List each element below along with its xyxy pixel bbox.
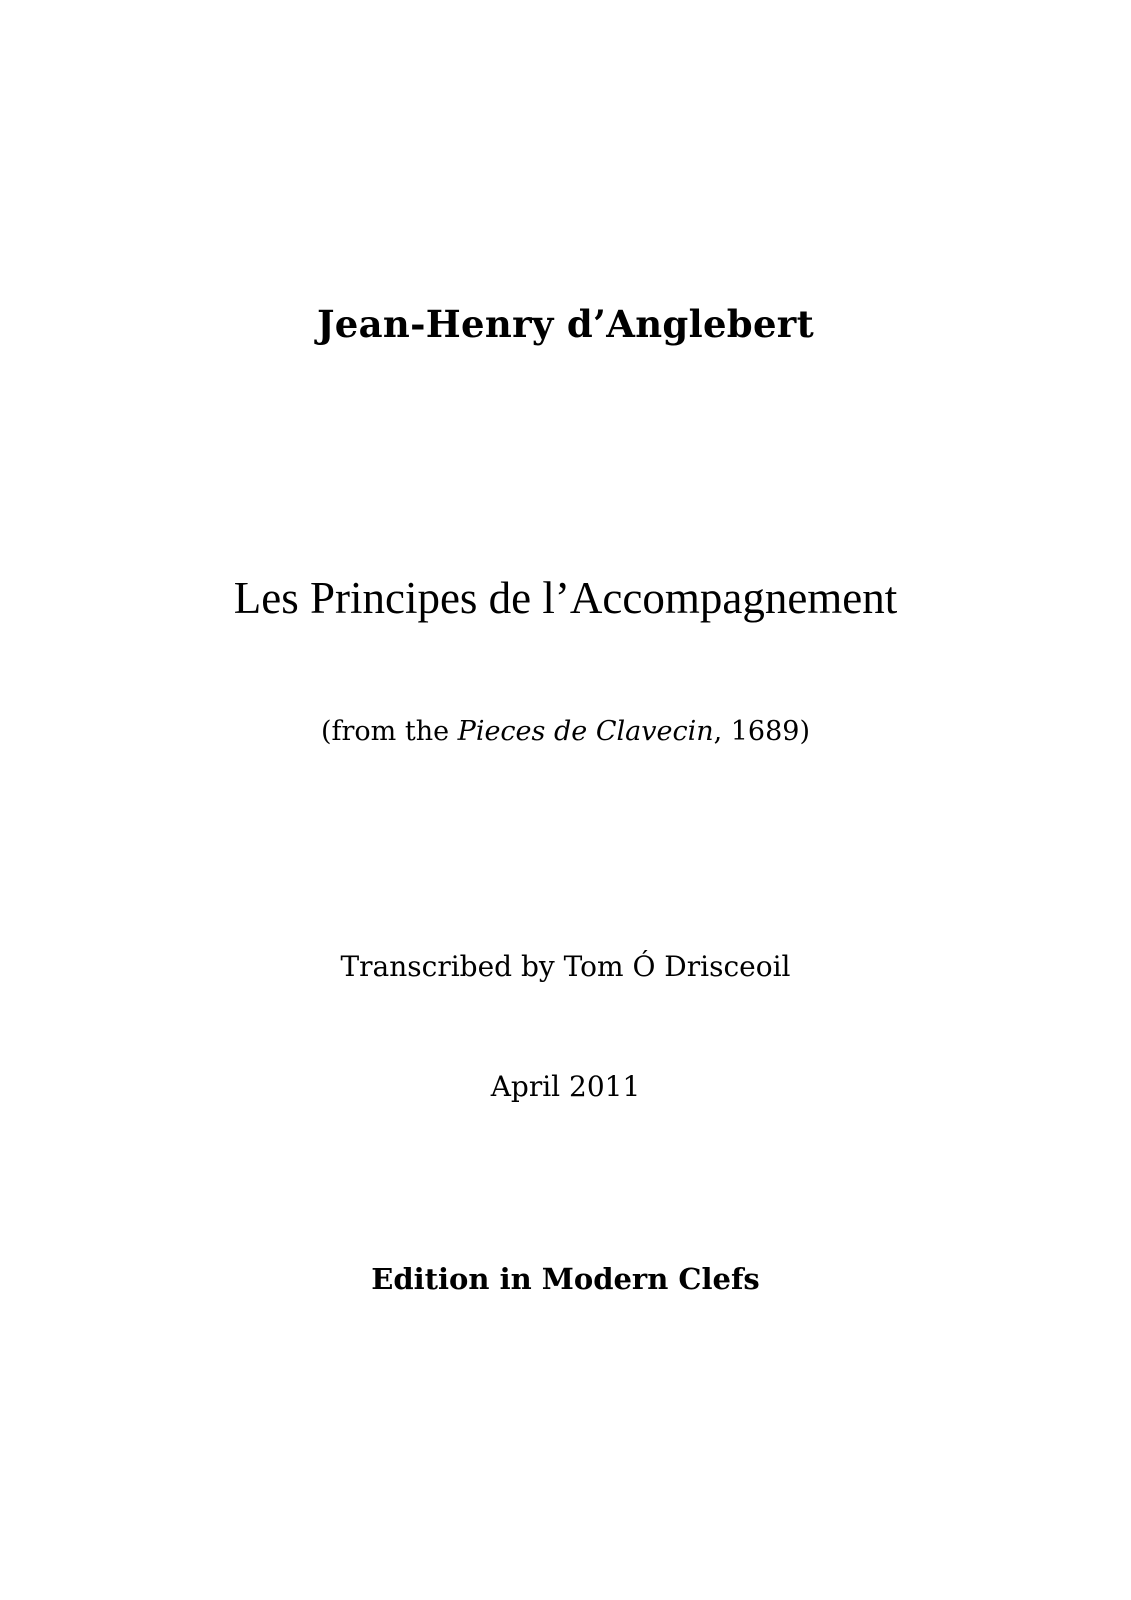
source-prefix: (from the [320, 716, 458, 747]
transcriber-credit: Transcribed by Tom Ó Drisceoil [340, 950, 791, 983]
composer-name: Jean-Henry d’Anglebert [317, 302, 814, 346]
source-note [0, 716, 1131, 747]
edition-label: Edition in Modern Clefs [371, 1262, 760, 1296]
work-title: Les Principes de l’Accompagnement [233, 573, 898, 623]
publication-date: April 2011 [490, 1070, 641, 1103]
source-work-title: Pieces de Clavecin [457, 716, 714, 747]
source-suffix: , 1689) [713, 716, 811, 747]
